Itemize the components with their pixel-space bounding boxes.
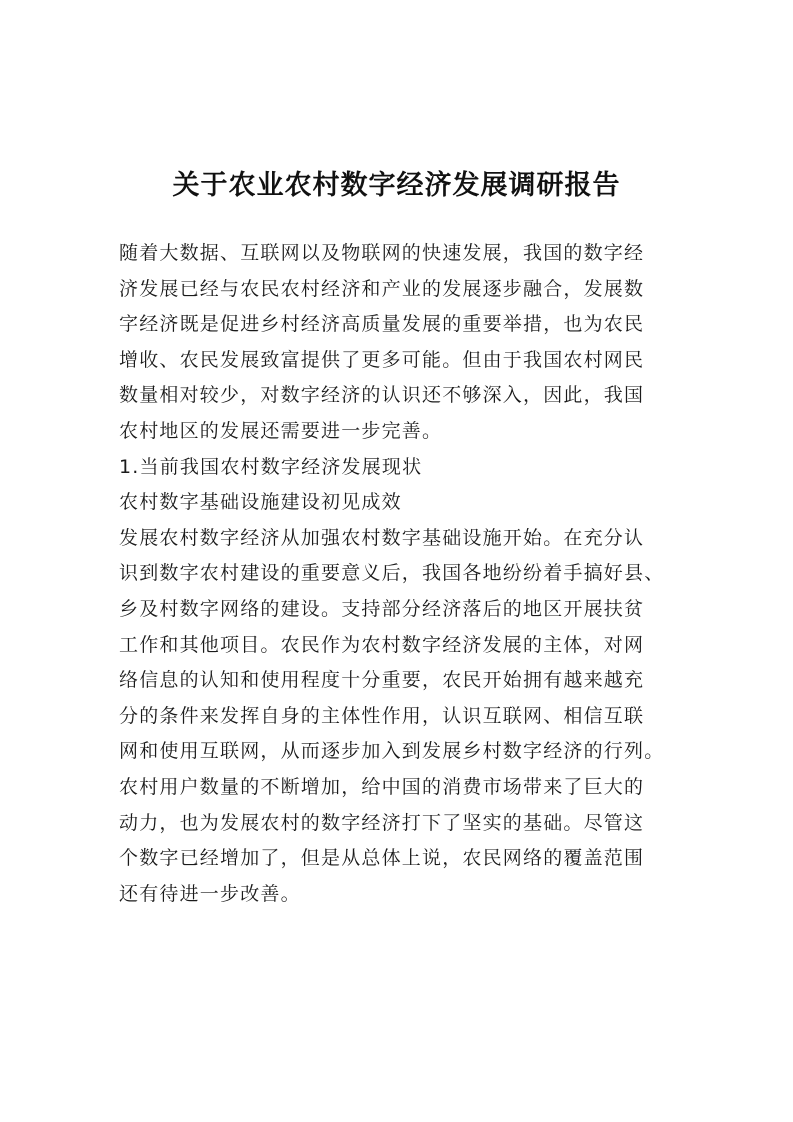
body-line: 还有待进一步改善。 — [119, 882, 301, 905]
body-line: 随着大数据、互联网以及物联网的快速发展，我国的数字经 — [119, 242, 645, 264]
body-line: 济发展已经与农民农村经济和产业的发展逐步融合，发展数 — [119, 277, 645, 300]
body-line: 识到数字农村建设的重要意义后，我国各地纷纷着手搞好县、 — [119, 562, 665, 585]
body-line: 工作和其他项目。农民作为农村数字经济发展的主体，对网 — [119, 633, 645, 656]
document-title: 关于农业农村数字经济发展调研报告 — [172, 170, 621, 201]
body-line: 数量相对较少，对数字经济的认识还不够深入，因此，我国 — [119, 384, 645, 407]
body-line: 发展农村数字经济从加强农村数字基础设施开始。在充分认 — [119, 526, 645, 549]
body-line: 乡及村数字网络的建设。支持部分经济落后的地区开展扶贫 — [119, 597, 645, 620]
body-line: 个数字已经增加了，但是从总体上说，农民网络的覆盖范围 — [119, 847, 645, 870]
body-line: 动力，也为发展农村的数字经济打下了坚实的基础。尽管这 — [119, 811, 645, 834]
body-line: 农村用户数量的不断增加，给中国的消费市场带来了巨大的 — [119, 775, 645, 798]
body-line: 分的条件来发挥自身的主体性作用，认识互联网、相信互联 — [119, 704, 645, 727]
subsection-heading: 农村数字基础设施建设初见成效 — [119, 491, 402, 514]
body-line: 网和使用互联网，从而逐步加入到发展乡村数字经济的行列。 — [119, 740, 665, 763]
body-line: 字经济既是促进乡村经济高质量发展的重要举措，也为农民 — [119, 313, 645, 336]
body-line: 农村地区的发展还需要进一步完善。 — [119, 419, 443, 442]
document-body — [119, 236, 679, 912]
body-line: 增收、农民发展致富提供了更多可能。但由于我国农村网民 — [119, 348, 645, 371]
section-heading: 1.当前我国农村数字经济发展现状 — [119, 455, 423, 478]
body-line: 络信息的认知和使用程度十分重要，农民开始拥有越来越充 — [119, 669, 645, 692]
